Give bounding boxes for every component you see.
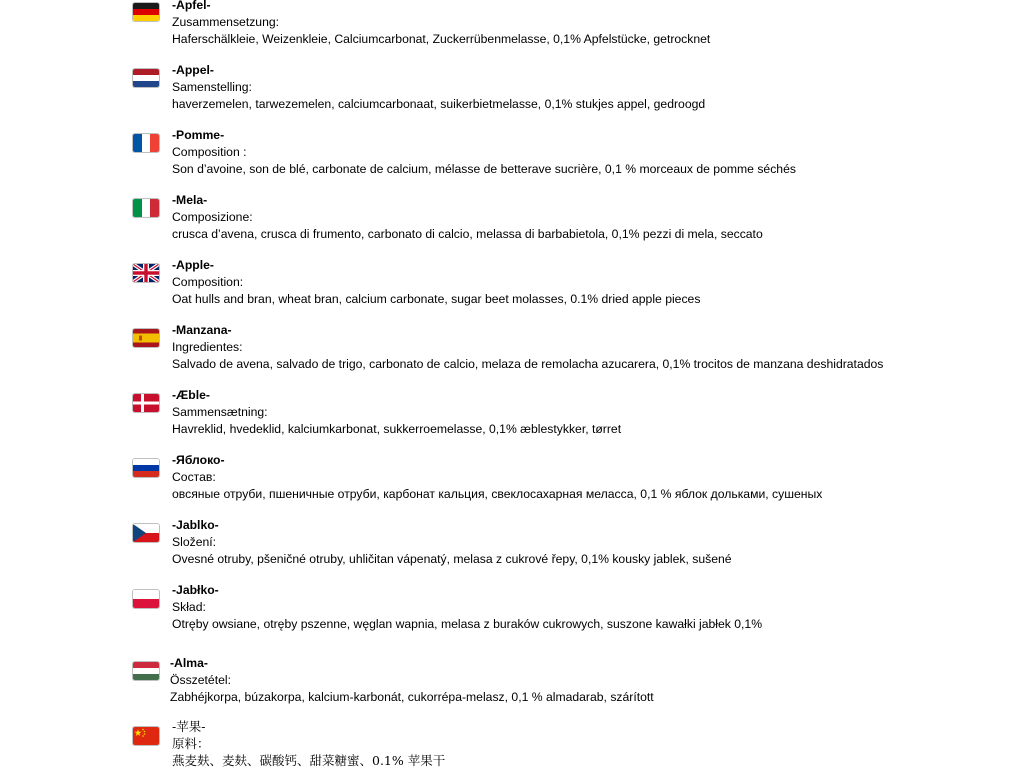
- language-entry-spanish: [133, 322, 1013, 382]
- netherlands-flag-icon: [133, 69, 159, 87]
- ingredients-text: 燕麦麸、麦麸、碳酸钙、甜菜糖蜜、0.1% 苹果干: [172, 753, 446, 768]
- language-entry-hungarian: [133, 655, 1013, 715]
- ingredients-text: Haferschälkleie, Weizenkleie, Calciumcarbonat, Zuckerrübenmelasse, 0,1% Apfelstücke, getrocknet: [172, 32, 711, 46]
- composition-label: Composition:: [172, 275, 244, 289]
- product-name: -Jabłko-: [172, 583, 219, 597]
- ingredients-text: Havreklid, hvedeklid, kalciumkarbonat, sukkerroemelasse, 0,1% æblestykker, tørret: [172, 422, 622, 436]
- language-entry-russian: [133, 452, 1013, 512]
- ingredients-text: Salvado de avena, salvado de trigo, carbonato de calcio, melaza de remolacha azucarera, 0,1% trocitos de manzana deshidratados: [172, 357, 884, 371]
- composition-label: Ingredientes:: [172, 340, 243, 354]
- china-flag-icon: [133, 727, 159, 745]
- ingredients-text: Son d’avoine, son de blé, carbonate de calcium, mélasse de betterave sucrière, 0,1 % morceaux de pomme séchés: [172, 162, 796, 176]
- russia-flag-icon: [133, 459, 159, 477]
- spain-flag-icon: [133, 329, 159, 347]
- germany-flag-icon: [133, 3, 159, 21]
- composition-label: Zusammensetzung:: [172, 15, 280, 29]
- product-name: -Яблоко-: [172, 453, 225, 467]
- composition-label: Složení:: [172, 535, 217, 549]
- composition-label: Összetétel:: [170, 673, 231, 687]
- language-entry-chinese: [133, 718, 1013, 768]
- language-entry-french: [133, 127, 1013, 187]
- france-flag-icon: [133, 134, 159, 152]
- product-name: -Alma-: [170, 656, 208, 670]
- product-name: -Apple-: [172, 258, 214, 272]
- composition-label: Composition :: [172, 145, 247, 159]
- product-name: -Æble-: [172, 388, 210, 402]
- product-name: -苹果-: [172, 719, 206, 734]
- language-entry-italian: [133, 192, 1013, 252]
- language-entry-danish: [133, 387, 1013, 447]
- uk-flag-icon: [133, 264, 159, 282]
- product-name: -Jablko-: [172, 518, 219, 532]
- language-entry-dutch: [133, 62, 1013, 122]
- denmark-flag-icon: [133, 394, 159, 412]
- ingredients-text: Ovesné otruby, pšeničné otruby, uhličitan vápenatý, melasa z cukrové řepy, 0,1% kousky jablek, sušené: [172, 552, 732, 566]
- language-entry-polish: [133, 582, 1013, 642]
- product-name: -Pomme-: [172, 128, 225, 142]
- product-name: -Mela-: [172, 193, 208, 207]
- product-name: -Manzana-: [172, 323, 232, 337]
- language-entry-german: [133, 0, 1013, 57]
- product-name: -Apfel-: [172, 0, 211, 12]
- ingredients-text: crusca d’avena, crusca di frumento, carbonato di calcio, melassa di barbabietola, 0,1% pezzi di mela, seccato: [172, 227, 763, 241]
- product-name: -Appel-: [172, 63, 214, 77]
- czech-flag-icon: [133, 524, 159, 542]
- ingredients-text: Otręby owsiane, otręby pszenne, węglan wapnia, melasa z buraków cukrowych, suszone kawałki jabłek 0,1%: [172, 617, 763, 631]
- language-entry-czech: [133, 517, 1013, 577]
- ingredients-text: haverzemelen, tarwezemelen, calciumcarbonaat, suikerbietmelasse, 0,1% stukjes appel, gedroogd: [172, 97, 706, 111]
- poland-flag-icon: [133, 590, 159, 608]
- composition-label: Состав:: [172, 470, 216, 484]
- ingredients-text: Oat hulls and bran, wheat bran, calcium carbonate, sugar beet molasses, 0.1% dried apple pieces: [172, 292, 701, 306]
- composition-label: Composizione:: [172, 210, 253, 224]
- language-entry-english: [133, 257, 1013, 317]
- italy-flag-icon: [133, 199, 159, 217]
- ingredients-text: Zabhéjkorpa, búzakorpa, kalcium-karbonát, cukorrépa-melasz, 0,1 % almadarab, szárított: [170, 690, 654, 704]
- composition-label: 原料：: [172, 736, 210, 751]
- composition-label: Sammensætning:: [172, 405, 268, 419]
- ingredients-text: овсяные отруби, пшеничные отруби, карбонат кальция, свеклосахарная меласса, 0,1 % яблок дольками, сушеных: [172, 487, 823, 501]
- composition-label: Skład:: [172, 600, 206, 614]
- composition-label: Samenstelling:: [172, 80, 252, 94]
- hungary-flag-icon: [133, 662, 159, 680]
